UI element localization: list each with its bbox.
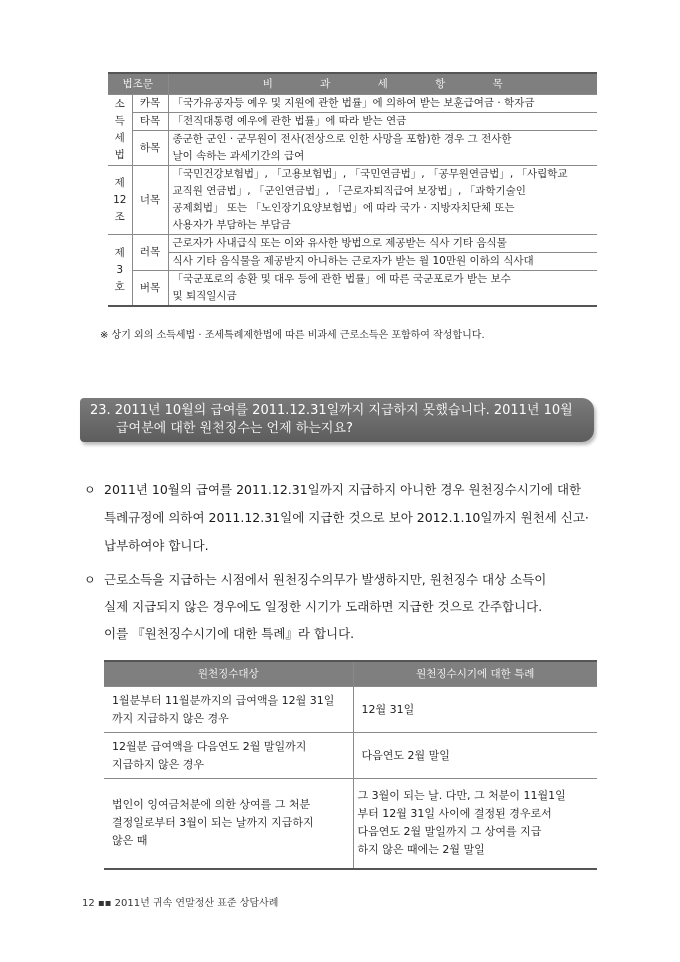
table-row	[108, 95, 597, 113]
law-char: 조	[114, 210, 125, 223]
paragraph-1-line-3: 납부하여야 합니다.	[104, 538, 209, 553]
cell-line: 까지 지급하지 않은 경우	[112, 711, 229, 725]
desc-cell	[168, 271, 597, 307]
cell-line: 부터 12월 31일 사이에 결정된 경우로서	[357, 807, 552, 821]
desc-line: 「국민건강보험법」, 「고용보험법」, 「국민연금법」, 「공무원연금법」, 「사립학교	[172, 168, 568, 180]
cell-line: 12월분 급여액을 다음연도 2월 말일까지	[112, 739, 307, 753]
desc-line: 날이 속하는 과세기간의 급여	[172, 150, 305, 162]
desc-cell	[168, 131, 597, 166]
desc-cell	[168, 95, 597, 113]
cell-line: 지급하지 않은 경우	[112, 757, 205, 771]
law-char: 제	[114, 246, 125, 259]
desc-cell	[168, 166, 597, 235]
cell-line: 다음연도 2월 말일까지 그 상여를 지급	[357, 825, 542, 839]
desc-cell	[168, 113, 597, 131]
withholding-timing-table	[104, 660, 597, 870]
paragraph-2-line-2: 실제 지급되지 않은 경우에도 일정한 시기가 도래하면 지급한 것으로 간주합니다.	[104, 599, 543, 614]
cell-line: 다음연도 2월 말일	[361, 748, 450, 762]
item-cell: 러목	[132, 235, 168, 271]
table-header-row	[104, 661, 597, 687]
nontaxable-items-table	[108, 72, 597, 307]
law-cell	[108, 235, 132, 307]
paragraph-1-line-2: 특례규정에 의하여 2011.12.31일에 지급한 것으로 보아 2012.1.10일까지 원천세 신고·	[104, 510, 589, 525]
cell-line: 법인이 잉여금처분에 의한 상여를 그 처분	[112, 798, 311, 812]
table-header-row	[108, 73, 597, 95]
desc-line: 공제회법」 또는 「노인장기요양보험법」에 따라 국가 · 지방자치단체 또는	[172, 202, 515, 214]
question-line-1: 23. 2011년 10월의 급여를 2011.12.31일까지 지급하지 못했습니다. 2011년 10월	[90, 403, 573, 418]
header-law: 법조문	[108, 73, 168, 95]
table-row	[108, 131, 597, 166]
table-row	[104, 779, 597, 869]
target-cell	[104, 687, 353, 733]
desc-line: 및 퇴직일시금	[172, 290, 237, 302]
desc-line: 식사 기타 음식물을 제공받지 아니하는 근로자가 받는 월 10만원 이하의 식사대	[172, 255, 534, 267]
item-cell: 하목	[132, 131, 168, 166]
table-row	[108, 113, 597, 131]
bullet-icon: ㅇ	[84, 573, 96, 587]
table-row	[108, 235, 597, 271]
cell-line: 않은 때	[112, 834, 148, 848]
table-row	[108, 271, 597, 307]
law-char: 득	[114, 115, 125, 127]
rule-cell	[353, 779, 597, 869]
cell-line: 하지 않은 때에는 2월 말일	[357, 843, 485, 857]
law-char: 법	[114, 149, 125, 161]
desc-line: 교직원 연금법」, 「군인연금법」, 「근로자퇴직급여 보장법」, 「과학기술인	[172, 185, 526, 197]
desc-line: 근로자가 사내급식 또는 이와 유사한 방법으로 제공받는 식사 기타 음식물	[169, 235, 598, 253]
desc-line: 「국가유공자등 예우 및 지원에 관한 법률」에 의하여 받는 보훈급여금 · 학자금	[172, 97, 535, 109]
page-footer: 12 ▪▪ 2011년 귀속 연말정산 표준 상담사례	[82, 898, 279, 909]
table-row	[104, 733, 597, 779]
paragraph-1-line-1: 2011년 10월의 급여를 2011.12.31일까지 지급하지 아니한 경우 원천징수시기에 대한	[104, 482, 582, 497]
law-char: 소	[114, 98, 125, 110]
table-row	[104, 687, 597, 733]
header-target: 원천징수대상	[104, 661, 353, 687]
law-char: 제	[114, 176, 125, 189]
law-cell	[108, 166, 132, 235]
cell-line: 결정일로부터 3월이 되는 날까지 지급하지	[112, 816, 314, 830]
item-cell: 너목	[132, 166, 168, 235]
item-cell: 타목	[132, 113, 168, 131]
rule-cell	[353, 733, 597, 779]
law-cell	[108, 95, 132, 166]
desc-line: 사용자가 부담하는 부담금	[172, 219, 291, 231]
item-cell: 버목	[132, 271, 168, 307]
cell-line: 12월 31일	[361, 702, 415, 716]
desc-line: 「전직대통령 예우에 관한 법률」에 따라 받는 연금	[172, 115, 407, 127]
desc-cell	[168, 235, 597, 271]
rule-cell	[353, 687, 597, 733]
table-row	[108, 166, 597, 235]
paragraph-2-line-3: 이를 『원천징수시기에 대한 특례』라 합니다.	[104, 626, 355, 641]
paragraph-2-line-1: 근로소득을 지급하는 시점에서 원천징수의무가 발생하지만, 원천징수 대상 소득이	[104, 572, 547, 587]
law-char: 세	[114, 132, 125, 144]
footnote: ※ 상기 외의 소득세법 · 조세특례제한법에 따른 비과세 근로소득은 포함하여 작성합니다.	[100, 330, 485, 341]
target-cell	[104, 733, 353, 779]
question-line-2: 급여분에 대한 원천징수는 언제 하는지요?	[116, 421, 353, 436]
item-cell: 카목	[132, 95, 168, 113]
desc-line: 종군한 군인 · 군무원이 전사(전상으로 인한 사망을 포함)한 경우 그 전사한	[172, 133, 512, 145]
desc-line: 「국군포로의 송환 및 대우 등에 관한 법률」에 따른 국군포로가 받는 보수	[172, 273, 511, 285]
cell-line: 1월분부터 11월분까지의 급여액을 12월 31일	[112, 693, 335, 707]
target-cell	[104, 779, 353, 869]
law-char: 호	[114, 280, 125, 293]
header-content: 비 과 세 항 목	[168, 73, 597, 95]
bullet-icon: ㅇ	[84, 483, 96, 497]
cell-line: 그 3월이 되는 날. 다만, 그 처분이 11월1일	[357, 789, 566, 803]
law-char: 3	[116, 263, 124, 276]
question-banner	[80, 398, 594, 442]
header-rule: 원천징수시기에 대한 특례	[353, 661, 597, 687]
law-char: 12	[113, 193, 127, 206]
